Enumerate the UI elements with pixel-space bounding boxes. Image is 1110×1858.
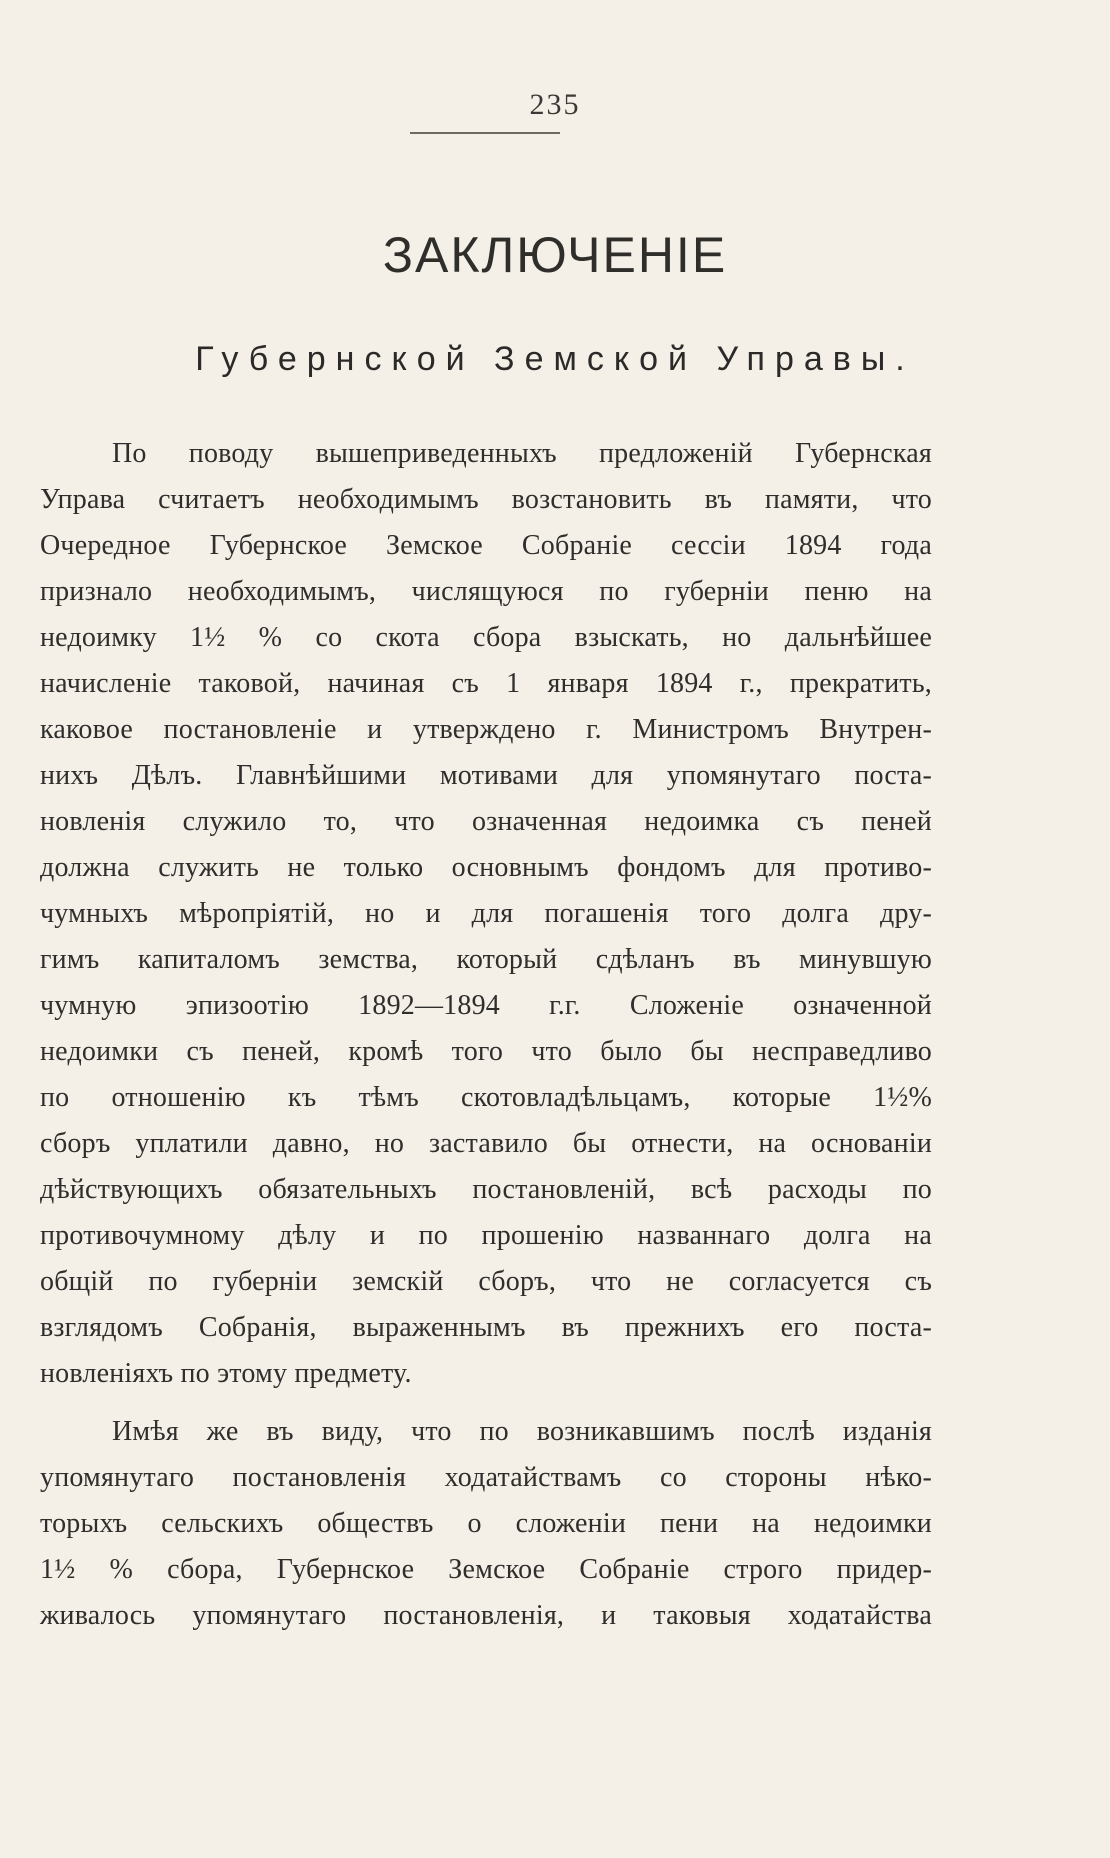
text-line: общій по губерніи земскій сборъ, что не согласуется съ bbox=[40, 1266, 932, 1297]
paragraph-2 bbox=[40, 1409, 932, 1639]
paragraph-1 bbox=[40, 431, 932, 1397]
text-line: взглядомъ Собранія, выраженнымъ въ прежнихъ его поста- bbox=[40, 1312, 932, 1343]
text-line: сборъ уплатили давно, но заставило бы отнести, на основаніи bbox=[40, 1128, 932, 1159]
text-line: нихъ Дѣлъ. Главнѣйшими мотивами для упомянутаго поста- bbox=[40, 760, 932, 791]
text-line: живалось упомянутаго постановленія, и таковыя ходатайства bbox=[40, 1600, 932, 1631]
text-line: противочумному дѣлу и по прошенію названнаго долга на bbox=[40, 1220, 932, 1251]
text-line: новленіяхъ по этому предмету. bbox=[40, 1358, 412, 1389]
page-number-rule bbox=[410, 132, 560, 134]
text-line: недоимки съ пеней, кромѣ того что было бы несправедливо bbox=[40, 1036, 932, 1067]
text-line: торыхъ сельскихъ обществъ о сложеніи пени на недоимки bbox=[40, 1508, 932, 1539]
text-line: упомянутаго постановленія ходатайствамъ со стороны нѣко- bbox=[40, 1462, 932, 1493]
text-line: чумныхъ мѣропріятій, но и для погашенія того долга дру- bbox=[40, 898, 932, 929]
text-line: 1½ % сбора, Губернское Земское Собраніе строго придер- bbox=[40, 1554, 932, 1585]
text-line: чумную эпизоотію 1892—1894 г.г. Сложеніе означенной bbox=[40, 990, 932, 1021]
document-title: ЗАКЛЮЧЕНІЕ bbox=[382, 227, 728, 283]
text-line: по отношенію къ тѣмъ скотовладѣльцамъ, которые 1½% bbox=[40, 1082, 932, 1113]
text-line: гимъ капиталомъ земства, который сдѣланъ въ минувшую bbox=[40, 944, 932, 975]
text-line: Очередное Губернское Земское Собраніе сессіи 1894 года bbox=[40, 530, 932, 561]
text-line: должна служить не только основнымъ фондомъ для противо- bbox=[40, 852, 932, 883]
page-number: 235 bbox=[529, 88, 581, 121]
text-line: Имѣя же въ виду, что по возникавшимъ послѣ изданія bbox=[112, 1416, 932, 1447]
text-line: По поводу вышеприведенныхъ предложеній Губернская bbox=[112, 438, 932, 469]
text-line: новленія служило то, что означенная недоимка съ пеней bbox=[40, 806, 932, 837]
text-line: дѣйствующихъ обязательныхъ постановленій, всѣ расходы по bbox=[40, 1174, 932, 1205]
text-line: признало необходимымъ, числящуюся по губерніи пеню на bbox=[40, 576, 932, 607]
text-line: начисленіе таковой, начиная съ 1 января 1894 г., прекратить, bbox=[40, 668, 932, 699]
text-line: недоимку 1½ % со скота сбора взыскать, но дальнѣйшее bbox=[40, 622, 932, 653]
document-subtitle: Губернской Земской Управы. bbox=[195, 340, 915, 378]
text-line: Управа считаетъ необходимымъ возстановить въ памяти, что bbox=[40, 484, 932, 515]
text-line: каковое постановленіе и утверждено г. Министромъ Внутрен- bbox=[40, 714, 932, 745]
